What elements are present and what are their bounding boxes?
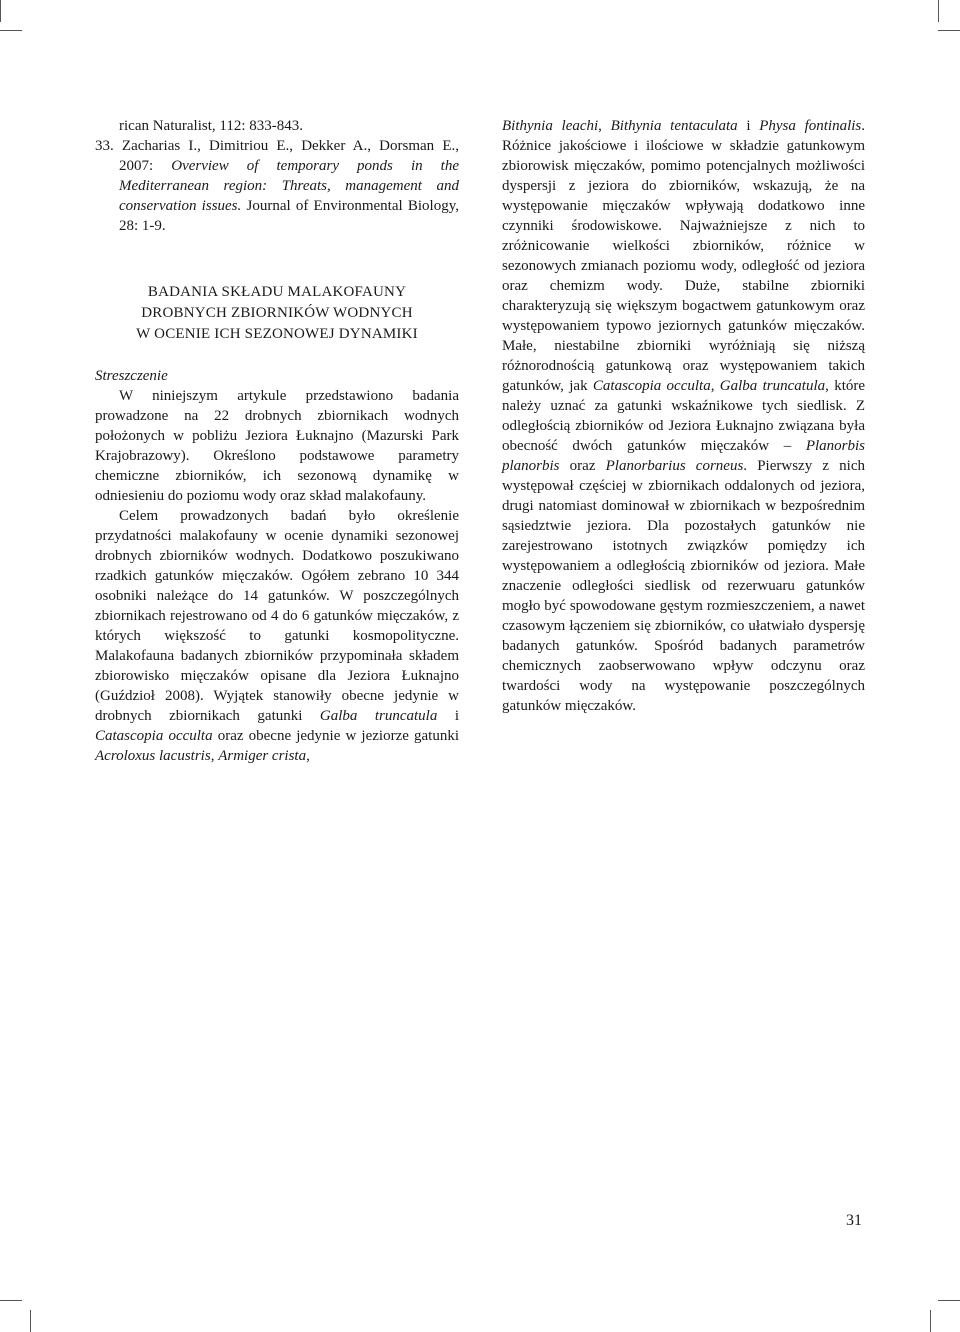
title-line-3: W OCENIE ICH SEZONOWEJ DYNAMIKI	[136, 326, 418, 342]
abstract-heading: Streszczenie	[95, 368, 168, 384]
crop-mark-bottom-left-v	[30, 1310, 31, 1332]
reference-33	[95, 136, 459, 236]
r-text-1: . Różnice jakościowe i ilościowe w składzie gatunkowym zbiorowisk mięczaków, pomimo potencjalnych możliwości dyspersji z jeziora do zbiorników, wskazują, że na występowanie mięczaków wpływają dodatkowo inne czynniki środowiskowe. Najważniejsze z nich to zróżnicowanie wielkości zbiorników, różnice w sezonowych zmianach poziomu wody, odległość od jeziora oraz chemizm wody. Duże, stabilne zbiorniki charakteryzują się większym bogactwem gatunkowym oraz występowaniem typowo jeziornych gatunków mięczaków. Małe, niestabilne zbiorniki wyróżniają się niższą różnorodnością gatunkową oraz występowaniem takich gatunków, jak	[502, 118, 865, 394]
reference-33-journal: Journal of Environmental Biology, 28: 1-9.	[119, 198, 459, 234]
reference-33-title: Overview of temporary ponds in the Mediterranean region: Threats, management and conservation issues.	[119, 158, 459, 214]
crop-mark-top-left-v	[0, 0, 1, 22]
title-line-2: DROBNYCH ZBIORNIKÓW WODNYCH	[141, 305, 413, 321]
right-column	[502, 116, 865, 716]
r-comma: ,	[598, 118, 611, 134]
p2-text-a: Celem prowadzonych badań było określenie przydatności malakofauny w ocenie dynamiki sezonowej drobnych zbiorników wodnych. Dodatkowo poszukiwano rzadkich gatunków mięczaków. Ogółem zebrano 10 344 osobniki należące do 14 gatunków. W poszczególnych zbiornikach rejestrowano od 4 do 6 gatunków mięczaków, z których większość to gatunki kosmopolityczne. Malakofauna badanych zbiorników przypominała składem zbiorowisko mięczaków opisane dla Jeziora Łuknajno (Guździoł 2008). Wyjątek stanowiły obecne jedynie w drobnych zbiornikach gatunki	[95, 508, 459, 724]
p2-comma-end: ,	[306, 748, 310, 764]
species-bithynia-leachi: Bithynia leachi	[502, 118, 599, 134]
page-number: 31	[846, 1212, 862, 1229]
p2-and: i	[437, 708, 460, 724]
r-text-3: . Pierwszy z nich występował częściej w zbiornikach oddalonych od jeziora, drugi natomiast dominował w zbiornikach w bezpośrednim sąsiedztwie jeziora. Dla pozostałych gatunków nie zarejestrowano istotnych związków pomiędzy ich występowaniem a odległością zbiorników od jeziora. Małe znaczenie odległości siedlisk od rezerwuaru gatunków mogło być spowodowane gęstym rozmieszczeniem, a nawet czasowym łączeniem się zbiorników, co ułatwiało dyspersję badanych gatunków. Spośród badanych parametrów chemicznych zaobserwowano wpływ odczynu oraz twardości wody na występowanie poszczególnych gatunków mięczaków.	[502, 458, 865, 714]
crop-mark-top-left-h	[0, 30, 22, 31]
species-galba-2: Galba truncatula	[719, 378, 826, 394]
title-line-1: BADANIA SKŁADU MALAKOFAUNY	[147, 284, 407, 300]
species-catascopia-2: Catascopia occulta	[592, 378, 711, 394]
r-comma-2: ,	[710, 378, 720, 394]
r-text-2: , które należy uznać za gatunki wskaźnikowe tych siedlisk. Z odległością zbiorników od Jeziora Łuknajno związana była obecność dwóch gatunków mięczaków –	[502, 378, 866, 454]
abstract-paragraph-2	[95, 506, 459, 766]
crop-mark-top-right-v	[938, 0, 939, 22]
species-bithynia-tentaculata: Bithynia tentaculata	[610, 118, 738, 134]
r-oraz: oraz	[559, 458, 606, 474]
species-catascopia: Catascopia occulta	[95, 728, 213, 744]
species-armiger: Armiger crista	[218, 748, 307, 764]
p2-comma: ,	[210, 748, 219, 764]
species-galba: Galba truncatula	[319, 708, 438, 724]
species-planorbis: Planorbis planorbis	[502, 438, 865, 474]
reference-tail: rican Naturalist, 112: 833-843.	[119, 118, 303, 134]
species-planorbarius: Planorbarius corneus	[605, 458, 744, 474]
species-acroloxus: Acroloxus lacustris	[95, 748, 211, 764]
species-physa: Physa fontinalis	[759, 118, 862, 134]
abstract-paragraph-2-continued	[502, 116, 865, 716]
crop-mark-bottom-left-h	[0, 1300, 22, 1301]
crop-mark-top-right-h	[938, 30, 960, 31]
r-and: i	[737, 118, 760, 134]
abstract-paragraph-1: W niniejszym artykule przedstawiono badania prowadzone na 22 drobnych zbiornikach wodnych położonych w pobliżu Jeziora Łuknajno (Mazurski Park Krajobrazowy). Określono podstawowe parametry chemiczne zbiorników, ich sezonową dynamikę w odniesieniu do poziomu wody oraz skład malakofauny.	[95, 388, 459, 504]
left-column	[95, 116, 459, 766]
article-title	[95, 282, 459, 345]
p2-text-b: oraz obecne jedynie w jeziorze gatunki	[212, 728, 459, 744]
crop-mark-bottom-right-h	[938, 1300, 960, 1301]
crop-mark-bottom-right-v	[930, 1310, 931, 1332]
reference-33-authors: 33. Zacharias I., Dimitriou E., Dekker A., Dorsman E., 2007:	[95, 138, 459, 174]
